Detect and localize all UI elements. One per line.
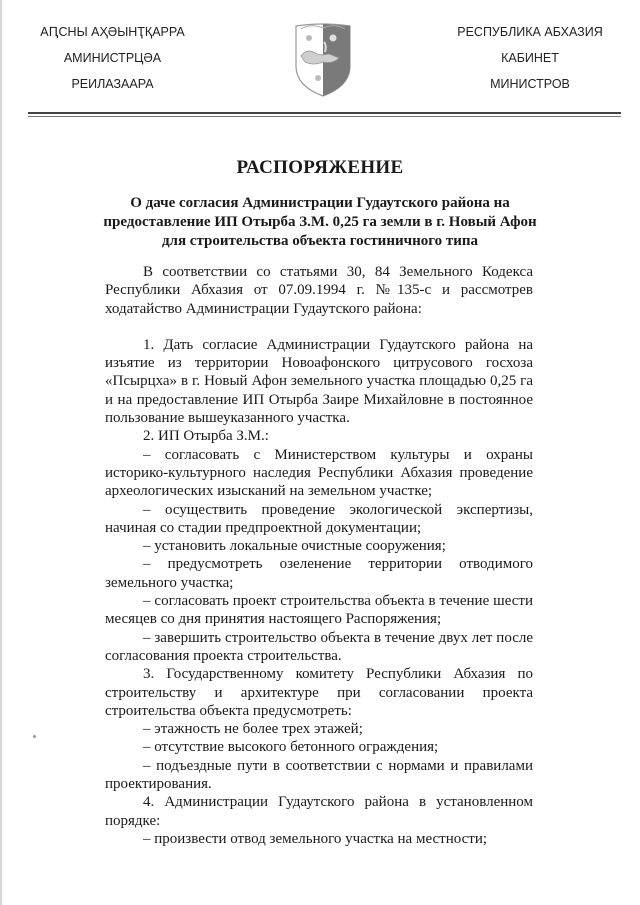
- header-divider: [28, 112, 621, 114]
- paragraph: 2. ИП Отырба З.М.:: [143, 428, 269, 445]
- paragraph: – завершить строительство объекта в течение двух лет после согласования проекта строительства.: [105, 629, 533, 664]
- header-russian: [440, 24, 620, 102]
- preamble: В соответствии со статьями 30, 84 Земельного Кодекса Республики Абхазия от 07.09.1994 г. №135-с и рассмотрев ходатайство Администрации Гудаутского района:: [105, 264, 533, 317]
- paragraph: – согласовать с Министерством культуры и охраны историко-культурного наследия Республики Абхазия проведение археологических изысканий на земельном участке;: [105, 446, 533, 500]
- paragraph: 1. Дать согласие Администрации Гудаутского района на изъятие из территории Новоафонского цитрусового госхоза «Псырцха» в г. Новый Афон земельного участка площадью 0,25 га и на предоставление ИП Отырба Заире Михайловне в постоянное пользование вышеуказанного участка.: [105, 336, 533, 427]
- header-abkhaz-line: АМИНИСТРЦӘА: [63, 51, 162, 65]
- coat-of-arms-icon: [293, 20, 353, 98]
- document-subject: О даче согласия Администрации Гудаутского района на предоставление ИП Отырба З.М. 0,25 га земли в г. Новый Афон для строительства объекта гостиничного типа: [103, 195, 537, 249]
- header-divider-thin: [28, 116, 621, 117]
- header-russian-line: МИНИСТРОВ: [490, 77, 570, 91]
- paragraph: – установить локальные очистные сооружения;: [143, 538, 446, 555]
- paragraph: 3. Государственному комитету Республики Абхазия по строительству и архитектуре при согласовании проекта строительства объекта предусмотреть:: [105, 666, 533, 719]
- paragraph: – отсутствие высокого бетонного ограждения;: [143, 739, 439, 756]
- header-abkhaz-line: РЕИЛАЗААРА: [71, 77, 154, 91]
- paragraph: – предусмотреть озеленение территории отводимого земельного участка;: [105, 556, 533, 591]
- document-title: РАСПОРЯЖЕНИЕ: [236, 157, 404, 178]
- paragraph: – этажность не более трех этажей;: [143, 721, 363, 738]
- header-russian-line: РЕСПУБЛИКА АБХАЗИЯ: [457, 25, 603, 39]
- header-russian-line: КАБИНЕТ: [501, 51, 559, 65]
- paragraph: – осуществить проведение экологической экспертизы, начиная со стадии предпроектной документации;: [105, 501, 533, 536]
- header-abkhaz-line: АԤСНЫ АҲӘЫНҬҚАРРА: [40, 25, 185, 39]
- document-body: [105, 263, 533, 848]
- scan-page-edge: [0, 0, 2, 905]
- scan-speck: [33, 735, 36, 738]
- paragraph: 4. Администрации Гудаутского района в установленном порядке:: [105, 794, 533, 829]
- paragraph: – подъездные пути в соответствии с нормами и правилами проектирования.: [105, 757, 533, 793]
- paragraph: – произвести отвод земельного участка на местности;: [143, 830, 488, 847]
- paragraph: – согласовать проект строительства объекта в течение шести месяцев со дня принятия настоящего Распоряжения;: [105, 593, 533, 628]
- header-abkhaz: [30, 24, 195, 102]
